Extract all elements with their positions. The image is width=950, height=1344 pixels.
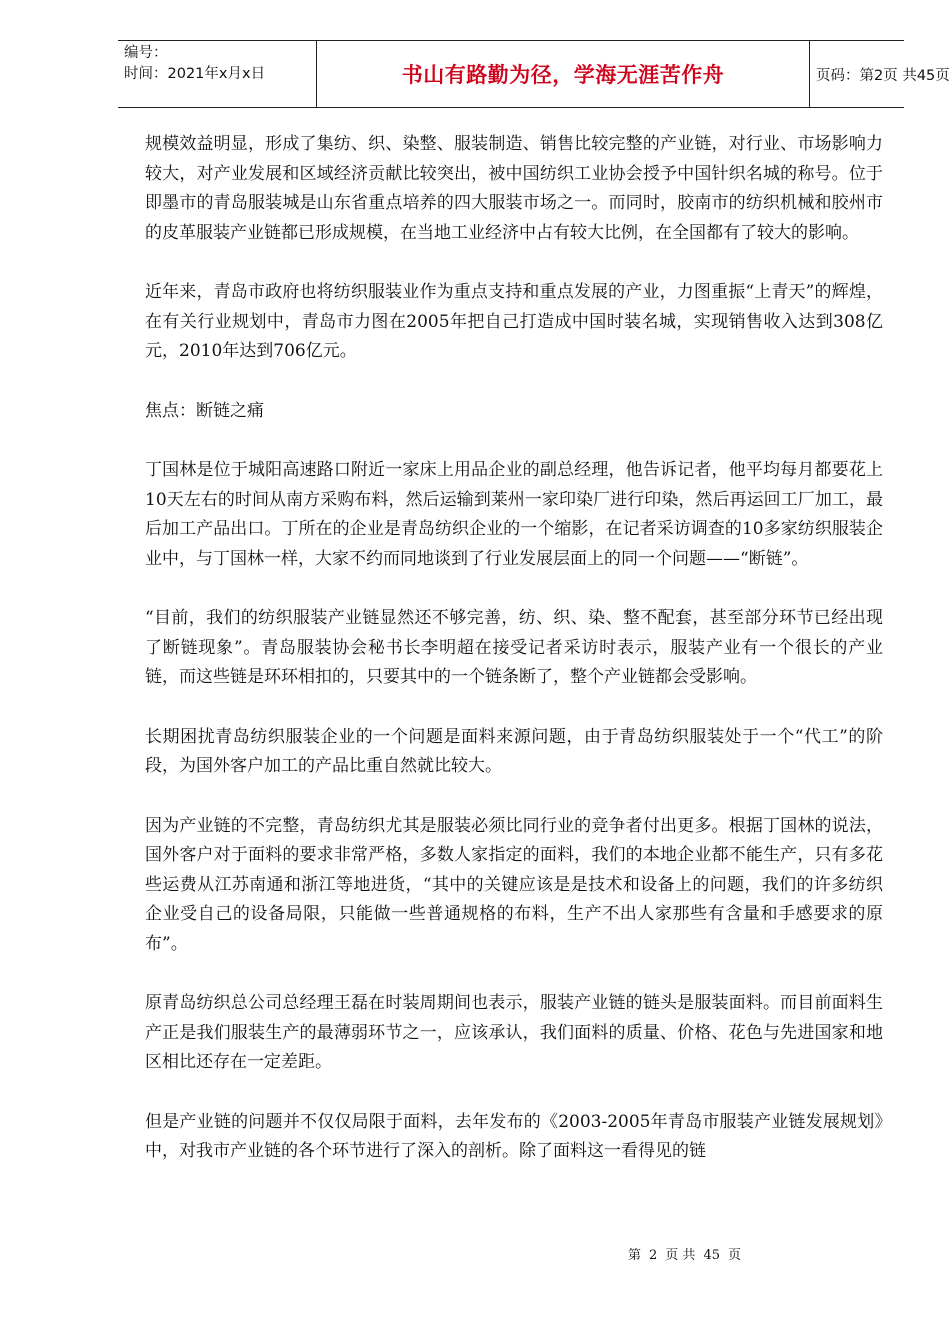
page-header [118,40,950,108]
footer-suffix: 页 [727,1248,741,1263]
footer-mid: 页 共 [665,1248,696,1263]
header-motto-cell [316,41,810,107]
paragraph: 近年来，青岛市政府也将纺织服装业作为重点支持和重点发展的产业，力图重振“上青天”的辉煌，在有关行业规划中，青岛市力图在2005年把自己打造成中国时装名城，实现销售收入达到308亿元，2010年达到706亿元。 [145,282,883,361]
footer-current-page: 2 [649,1248,658,1263]
footer-prefix: 第 [628,1248,642,1263]
footer-total-pages: 45 [703,1248,720,1263]
header-meta [118,41,316,107]
paragraph: 规模效益明显，形成了集纺、织、染整、服装制造、销售比较完整的产业链，对行业、市场影响力较大，对产业发展和区域经济贡献比较突出，被中国纺织工业协会授予中国针织名城的称号。位于即墨市的青岛服装城是山东省重点培养的四大服装市场之一。而同时，胶南市的纺织机械和胶州市的皮革服装产业链都已形成规模，在当地工业经济中占有较大比例，在全国都有了较大的影响。 [145,134,883,243]
time-label: 时间：2021年x月x日 [124,66,266,82]
paragraph: 长期困扰青岛纺织服装企业的一个问题是面料来源问题，由于青岛纺织服装处于一个“代工”的阶段，为国外客户加工的产品比重自然就比较大。 [145,726,883,776]
header-page-cell [810,41,950,107]
page-footer [628,1244,749,1263]
number-label: 编号： [124,45,168,61]
paragraph: “目前，我们的纺织服装产业链显然还不够完善，纺、织、染、整不配套，甚至部分环节已经出现了断链现象”。青岛服装协会秘书长李明超在接受记者采访时表示，服装产业有一个很长的产业链，而这些链是环环相扣的，只要其中的一个链条断了，整个产业链都会受影响。 [145,608,883,687]
section-heading: 焦点：断链之痛 [145,400,264,421]
document-body [145,130,883,1197]
paragraph: 丁国林是位于城阳高速路口附近一家床上用品企业的副总经理，他告诉记者，他平均每月都要花上10天左右的时间从南方采购布料，然后运输到莱州一家印染厂进行印染，然后再运回工厂加工，最后加工产品出口。丁所在的企业是青岛纺织企业的一个缩影，在记者采访调查的10多家纺织服装企业中，与丁国林一样，大家不约而同地谈到了行业发展层面上的同一个问题——“断链”。 [145,460,883,569]
header-page-label: 页码：第2页 共45页 [816,67,950,84]
paragraph: 原青岛纺织总公司总经理王磊在时装周期间也表示，服装产业链的链头是服装面料。而目前面料生产正是我们服装生产的最薄弱环节之一，应该承认，我们面料的质量、价格、花色与先进国家和地区相比还存在一定差距。 [145,993,883,1072]
paragraph: 因为产业链的不完整，青岛纺织尤其是服装必须比同行业的竞争者付出更多。根据丁国林的说法，国外客户对于面料的要求非常严格，多数人家指定的面料，我们的本地企业都不能生产，只有多花些运费从江苏南通和浙江等地进货，“其中的关键应该是是技术和设备上的问题，我们的许多纺织企业受自己的设备局限，只能做一些普通规格的布料，生产不出人家那些有含量和手感要求的原布”。 [145,815,883,954]
paragraph: 但是产业链的问题并不仅仅局限于面料，去年发布的《2003-2005年青岛市服装产业链发展规划》中，对我市产业链的各个环节进行了深入的剖析。除了面料这一看得见的链 [145,1111,883,1161]
motto-text: 书山有路勤为径，学海无涯苦作舟 [401,63,725,87]
